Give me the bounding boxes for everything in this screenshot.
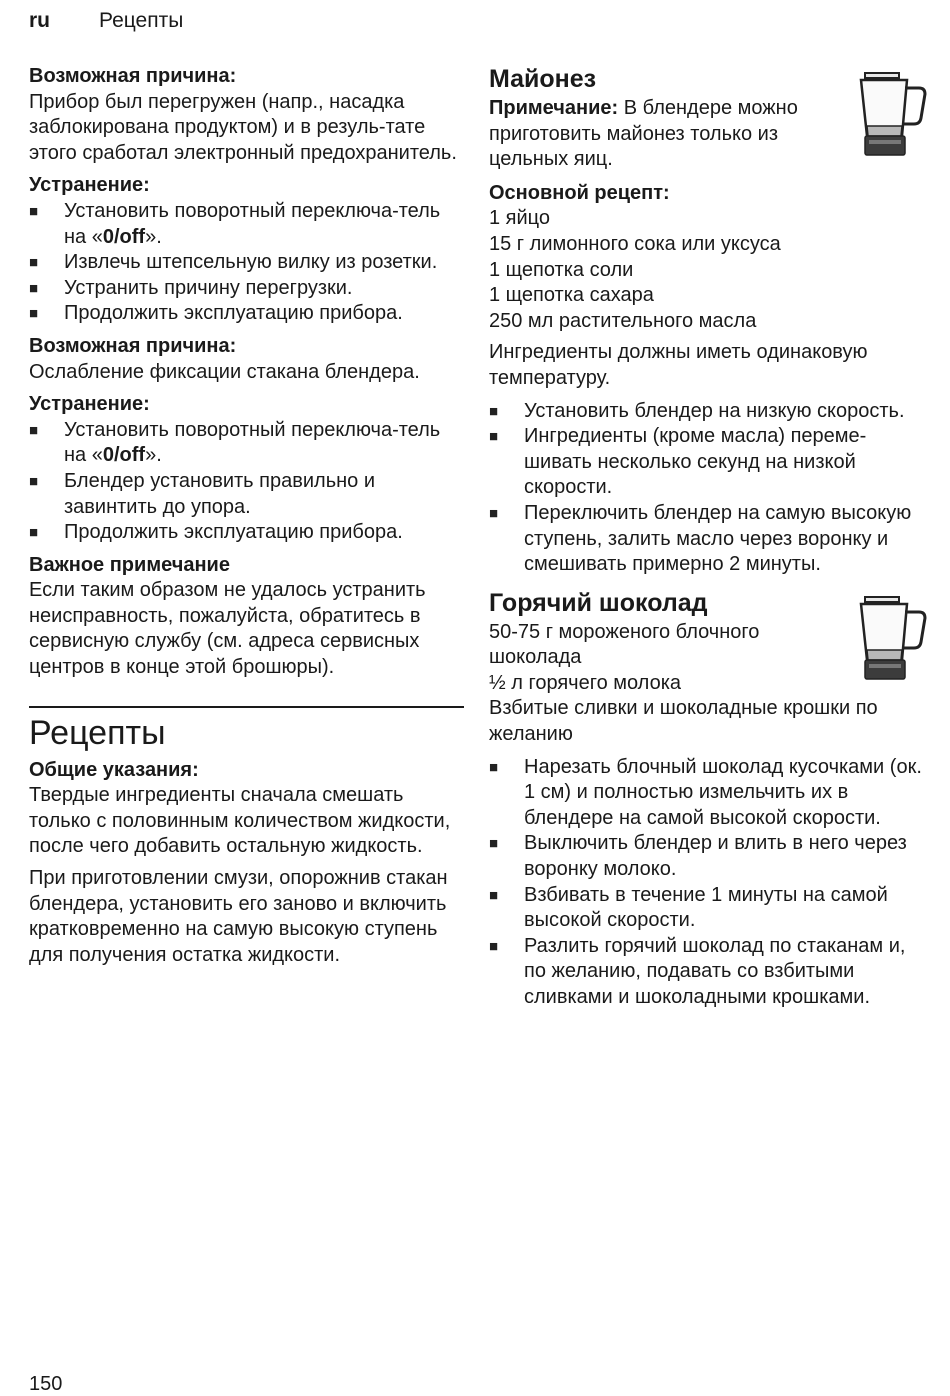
mayonnaise-section	[489, 64, 929, 578]
cause-1-text: Прибор был перегружен (напр., насадка заблокирована продуктом) и в резуль-тате этого сработал электронный предохранитель.	[29, 90, 457, 164]
list-item: ■ Выключить блендер и влить в него через воронку молоко.	[489, 831, 929, 882]
page-header	[29, 8, 183, 34]
ingredient: 1 щепотка сахара	[489, 284, 654, 307]
ingredient: 250 мл растительного масла	[489, 309, 757, 332]
mayonnaise-steps	[489, 399, 929, 578]
general-notes-label: Общие указания:	[29, 758, 199, 781]
list-item-text: Установить поворотный переключа-тель на «	[64, 418, 441, 467]
hot-chocolate-section	[489, 588, 929, 1011]
ingredient: 1 щепотка соли	[489, 258, 634, 281]
cause-2-label: Возможная причина:	[29, 334, 237, 357]
fix-1-list	[29, 199, 464, 327]
section-divider	[29, 706, 464, 708]
left-column	[29, 64, 464, 968]
list-item-text-end: ».	[145, 444, 162, 467]
cause-1-label: Возможная причина:	[29, 65, 237, 87]
mayonnaise-note	[489, 96, 834, 173]
note-text: В блендере можно приготовить майонез только из цельных яиц.	[489, 97, 798, 171]
ingredient: Взбитые сливки и шоколадные крошки по желанию	[489, 697, 878, 746]
fix-2-label: Устранение:	[29, 393, 150, 416]
smoothie-paragraph: При приготовлении смузи, опорожнив стакан блендера, установить его заново и включить кратковременно на самую высокую ступень для получения остатка жидкости.	[29, 867, 448, 966]
list-item: ■ Разлить горячий шоколад по стаканам и, по желанию, подавать со взбитыми сливками и шоколадными крошками.	[489, 934, 929, 1011]
list-item: ■ Ингредиенты (кроме масла) переме-шивать несколько секунд на низкой скорости.	[489, 424, 929, 501]
important-note-text: Если таким образом не удалось устранить неисправность, пожалуйста, обратитесь в сервисную службу (см. адреса сервисных центров в конце этой брошюры).	[29, 579, 426, 679]
blender-jug-icon	[859, 594, 929, 684]
blender-jug-icon	[859, 70, 929, 160]
list-item: ■ Блендер установить правильно и завинтить до упора.	[29, 469, 464, 520]
list-item: ■ Продолжить эксплуатацию прибора.	[29, 520, 464, 546]
basic-recipe-label: Основной рецепт:	[489, 181, 670, 204]
ingredient: 15 г лимонного сока или уксуса	[489, 232, 781, 255]
switch-position-label: 0/off	[102, 444, 146, 467]
list-item: ■ Взбивать в течение 1 минуты на самой высокой скорости.	[489, 883, 929, 934]
important-note-label: Важное примечание	[29, 553, 230, 576]
fix-1-label: Устранение:	[29, 174, 150, 197]
list-item	[29, 199, 464, 250]
ingredient: ½ л горячего молока	[489, 671, 682, 694]
mayonnaise-title: Майонез	[489, 65, 597, 93]
right-column	[489, 64, 929, 1011]
list-item	[29, 418, 464, 469]
note-label: Примечание:	[489, 97, 619, 119]
temperature-note: Ингредиенты должны иметь одинаковую температуру.	[489, 341, 868, 389]
list-item: ■ Установить блендер на низкую скорость.	[489, 399, 929, 425]
page-number: 150	[29, 1373, 63, 1395]
fix-2-list	[29, 418, 464, 546]
cause-2-text: Ослабление фиксации стакана блендера.	[29, 360, 420, 383]
ingredient: 50-75 г мороженого блочного шоколада	[489, 620, 760, 669]
mayonnaise-ingredients	[489, 206, 929, 334]
ingredient: 1 яйцо	[489, 207, 551, 230]
list-item: ■ Устранить причину перегрузки.	[29, 276, 464, 302]
list-item: ■ Нарезать блочный шоколад кусочками (ок. 1 см) и полностью измельчить их в блендере на самой высокой скорости.	[489, 755, 929, 832]
list-item-text: Установить поворотный переключа-тель на «	[64, 199, 441, 248]
header-section-title: Рецепты	[99, 9, 184, 32]
hot-chocolate-steps	[489, 755, 929, 1011]
switch-position-label: 0/off	[102, 225, 146, 248]
list-item: ■ Продолжить эксплуатацию прибора.	[29, 301, 464, 327]
list-item: ■ Извлечь штепсельную вилку из розетки.	[29, 250, 464, 276]
language-code: ru	[29, 9, 50, 32]
list-item: ■ Переключить блендер на самую высокую ступень, залить масло через воронку и смешивать примерно 2 минуты.	[489, 501, 929, 578]
list-item-text-end: ».	[145, 225, 162, 248]
recipes-heading: Рецепты	[29, 713, 166, 752]
general-notes-paragraph: Твердые ингредиенты сначала смешать только с половинным количеством жидкости, после чего добавить остальную жидкость.	[29, 784, 451, 858]
hot-chocolate-title: Горячий шоколад	[489, 588, 708, 617]
